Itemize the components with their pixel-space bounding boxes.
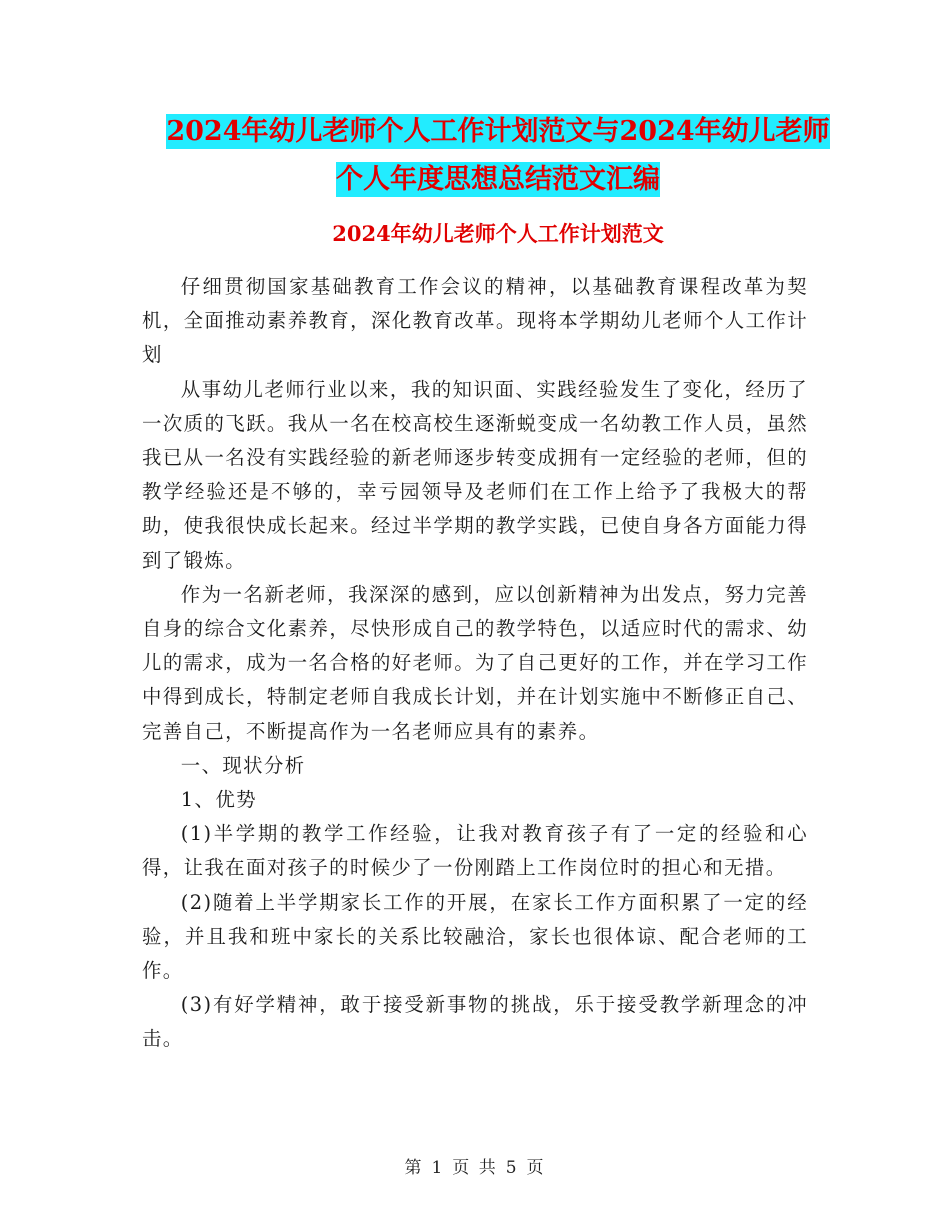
document-body — [142, 270, 808, 1057]
footer-mid: 页 共 — [452, 1158, 498, 1178]
footer-page-number: 1 — [431, 1158, 445, 1178]
title-line-1: 2024年幼儿老师个人工作计划范文与2024年幼儿老师 — [166, 116, 830, 147]
heading-status-analysis: 一、现状分析 — [180, 753, 306, 777]
paragraph-advantage-3: (3)有好学精神，敢于接受新事物的挑战，乐于接受教学新理念的冲击。 — [142, 993, 808, 1051]
paragraph-intro: 仔细贯彻国家基础教育工作会议的精神，以基础教育课程改革为契机，全面推动素养教育，深化教育改革。现将本学期幼儿老师个人工作计划 — [142, 275, 808, 367]
footer-suffix: 页 — [526, 1158, 546, 1178]
footer-total-pages: 5 — [505, 1158, 519, 1178]
page-footer — [0, 1153, 950, 1178]
heading-advantages: 1、优势 — [180, 788, 257, 812]
title-line-2: 个人年度思想总结范文汇编 — [336, 164, 660, 195]
paragraph-experience: 从事幼儿老师行业以来，我的知识面、实践经验发生了变化，经历了一次质的飞跃。我从一名在校高校生逐渐蜕变成一名幼教工作人员，虽然我已从一名没有实践经验的新老师逐步转变成拥有一定经验的老师，但的教学经验还是不够的，幸亏园领导及老师们在工作上给予了我极大的帮助，使我很快成长起来。经过半学期的教学实践，已使自身各方面能力得到了锻炼。 — [142, 377, 808, 572]
document-title — [140, 108, 856, 204]
footer-prefix: 第 — [404, 1158, 424, 1178]
paragraph-advantage-2: (2)随着上半学期家长工作的开展，在家长工作方面积累了一定的经验，并且我和班中家长的关系比较融洽，家长也很体谅、配合老师的工作。 — [142, 890, 808, 983]
paragraph-new-teacher: 作为一名新老师，我深深的感到，应以创新精神为出发点，努力完善自身的综合文化素养，尽快形成自己的教学特色，以适应时代的需求、幼儿的需求，成为一名合格的好老师。为了自己更好的工作，并在学习工作中得到成长，特制定老师自我成长计划，并在计划实施中不断修正自己、完善自己，不断提高作为一名老师应具有的素养。 — [142, 582, 808, 743]
section-title: 2024年幼儿老师个人工作计划范文 — [332, 221, 664, 246]
paragraph-advantage-1: (1)半学期的教学工作经验，让我对教育孩子有了一定的经验和心得，让我在面对孩子的时候少了一份刚踏上工作岗位时的担心和无措。 — [142, 822, 808, 880]
